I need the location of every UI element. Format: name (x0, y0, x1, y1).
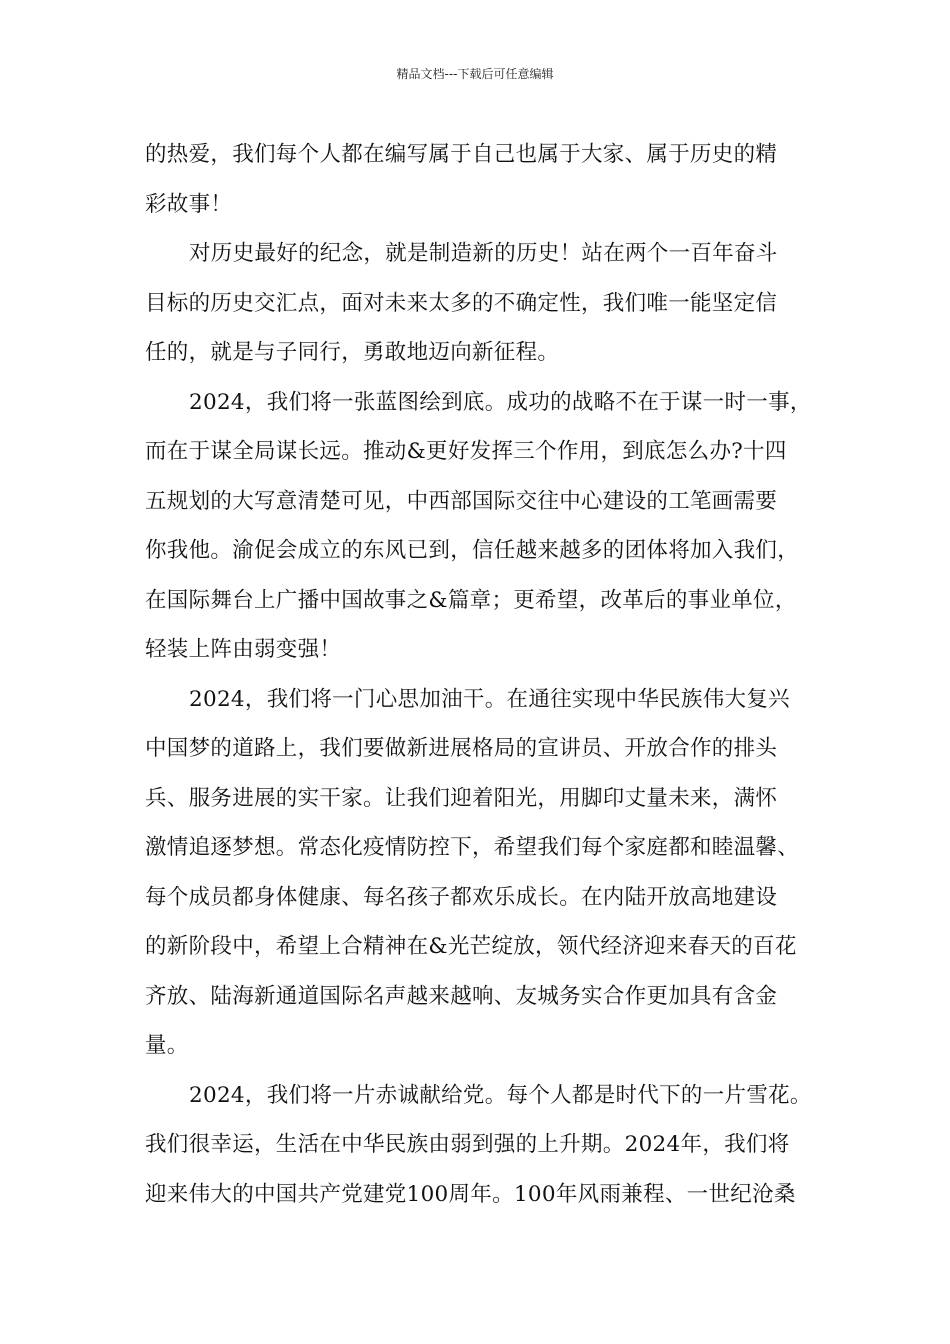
paragraph-first-line: 2024，我们将一张蓝图绘到底。成功的战略不在于谋一时一事， (189, 389, 812, 415)
text-line: 轻装上阵由弱变强！ (145, 637, 342, 662)
text-line: 量。 (145, 1033, 189, 1058)
paragraph-first-line: 2024，我们将一片赤诚献给党。每个人都是时代下的一片雪花。 (189, 1082, 812, 1108)
text-line: 五规划的大写意清楚可见，中西部国际交往中心建设的工笔画需要 (145, 488, 778, 514)
text-line: 每个成员都身体健康、每名孩子都欢乐成长。在内陆开放高地建设 (145, 884, 778, 910)
document-body (145, 130, 845, 1219)
text-line: 的新阶段中，希望上合精神在&光芒绽放，领代经济迎来春天的百花 (145, 934, 797, 959)
text-line: 目标的历史交汇点，面对未来太多的不确定性，我们唯一能坚定信 (145, 290, 778, 316)
page-header: 精品文档---下载后可任意编辑 (396, 67, 554, 81)
text-line: 的热爱，我们每个人都在编写属于自己也属于大家、属于历史的精 (145, 142, 778, 167)
text-line: 任的，就是与子同行，勇敢地迈向新征程。 (145, 340, 560, 365)
text-line: 迎来伟大的中国共产党建党100周年。100年风雨兼程、一世纪沧桑 (145, 1181, 796, 1207)
text-line: 兵、服务进展的实干家。让我们迎着阳光，用脚印丈量未来，满怀 (145, 785, 778, 811)
text-line: 而在于谋全局谋长远。推动&更好发挥三个作用，到底怎么办?十四 (145, 439, 787, 464)
paragraph-first-line: 对历史最好的纪念，就是制造新的历史！站在两个一百年奋斗 (189, 241, 778, 266)
text-line: 齐放、陆海新通道国际名声越来越响、友城务实合作更加具有含金 (145, 983, 778, 1009)
text-line: 彩故事！ (145, 191, 233, 217)
paragraph-first-line: 2024，我们将一门心思加油干。在通往实现中华民族伟大复兴 (189, 686, 790, 712)
text-line: 中国梦的道路上，我们要做新进展格局的宣讲员、开放合作的排头 (145, 736, 778, 761)
text-line: 在国际舞台上广播中国故事之&篇章；更希望，改革后的事业单位， (145, 587, 797, 613)
text-line: 我们很幸运，生活在中华民族由弱到强的上升期。2024年，我们将 (145, 1132, 790, 1157)
text-line: 激情追逐梦想。常态化疫情防控下，希望我们每个家庭都和睦温馨、 (145, 835, 800, 860)
text-line: 你我他。渝促会成立的东风已到，信任越来越多的团体将加入我们， (145, 538, 800, 563)
